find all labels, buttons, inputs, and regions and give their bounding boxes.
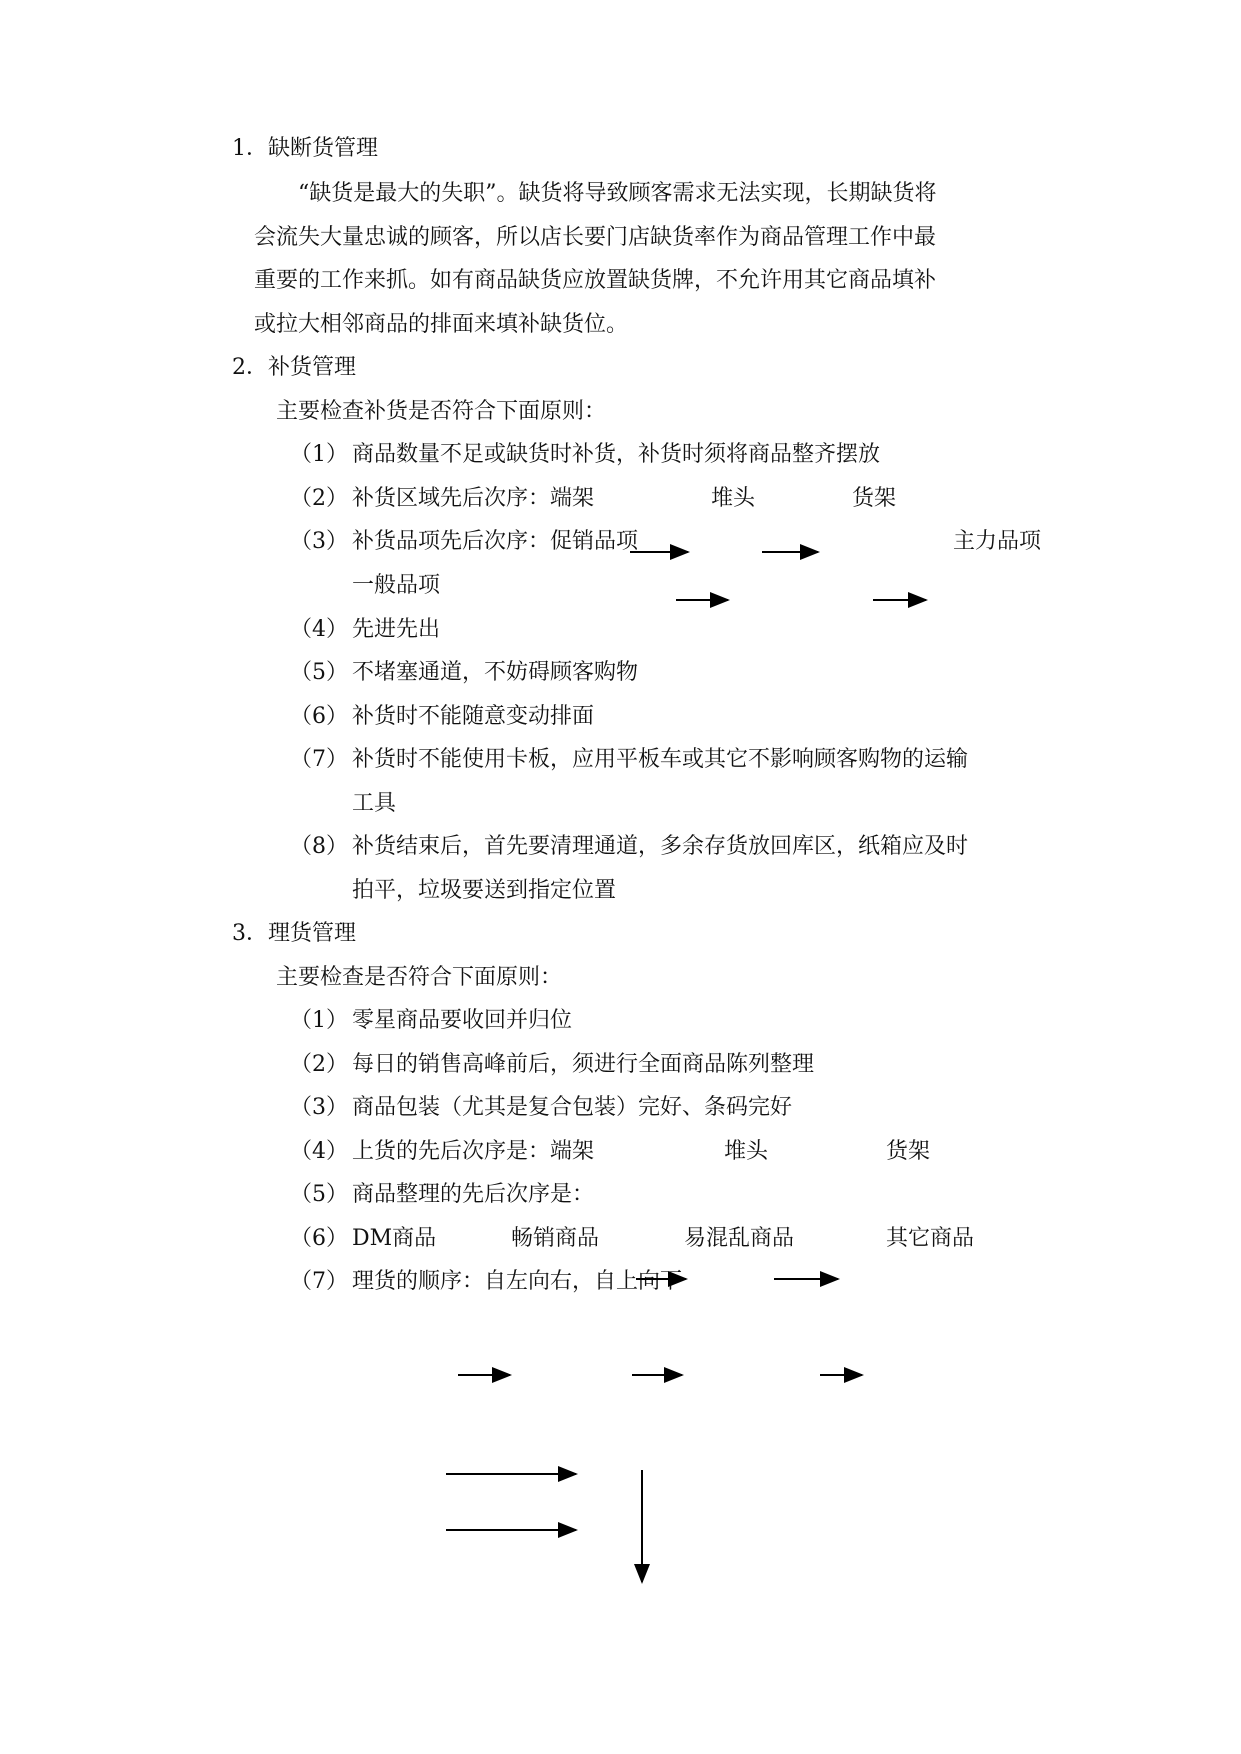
s3-item-6-flow-1: 畅销商品 [511,1226,600,1251]
s3-item-3-text: 商品包装（尤其是复合包装）完好、条码完好 [352,1095,793,1120]
s3-item-5-num: （5） [290,1182,348,1207]
s2-item-2-text: 补货区域先后次序：端架 [352,486,595,511]
s3-item-2-num: （2） [290,1052,348,1077]
s2-item-4-text: 先进先出 [352,617,441,642]
s3-item-1-num: （1） [290,1008,348,1033]
s3-item-3-num: （3） [290,1095,348,1120]
s2-item-7-cont: 工具 [352,791,397,816]
s2-item-3-num: （3） [290,529,348,554]
s3-item-7-num: （7） [290,1269,348,1294]
s3-item-4-num: （4） [290,1139,348,1164]
s2-item-3-text: 补货品项先后次序：促销品项 [352,529,639,554]
s2-item-6-text: 补货时不能随意变动排面 [352,704,595,729]
section-2-intro: 主要检查补货是否符合下面原则： [276,399,607,424]
s3-item-4-flow-2: 货架 [886,1139,931,1164]
section-3-intro: 主要检查是否符合下面原则： [276,965,563,990]
section-3-heading: 3．理货管理 [232,921,356,946]
section-1-para-line-2: 会流失大量忠诚的顾客，所以店长要门店缺货率作为商品管理工作中最 [254,225,937,250]
s2-item-1-num: （1） [290,442,348,467]
s2-item-2-flow-1: 堆头 [711,486,756,511]
s3-item-7-text: 理货的顺序：自左向右，自上向下 [352,1269,683,1294]
s2-item-7-text: 补货时不能使用卡板，应用平板车或其它不影响顾客购物的运输 [352,747,969,772]
s2-item-5-text: 不堵塞通道，不妨碍顾客购物 [352,660,639,685]
s3-item-6-num: （6） [290,1226,348,1251]
s2-item-1-text: 商品数量不足或缺货时补货，补货时须将商品整齐摆放 [352,442,881,467]
s3-item-5-text: 商品整理的先后次序是： [352,1182,595,1207]
section-1-para-line-3: 重要的工作来抓。如有商品缺货应放置缺货牌，不允许用其它商品填补 [254,268,937,293]
section-1-heading: 1．缺断货管理 [232,136,378,161]
s2-item-4-num: （4） [290,617,348,642]
section-1-para-line-1: “缺货是最大的失职”。缺货将导致顾客需求无法实现，长期缺货将 [298,181,937,206]
s2-item-8-text: 补货结束后，首先要清理通道，多余存货放回库区，纸箱应及时 [352,834,969,859]
s3-item-6-flow-3: 其它商品 [886,1226,975,1251]
s3-item-2-text: 每日的销售高峰前后，须进行全面商品陈列整理 [352,1052,815,1077]
s2-item-6-num: （6） [290,704,348,729]
s2-item-8-cont: 拍平，垃圾要送到指定位置 [352,878,617,903]
s2-item-5-num: （5） [290,660,348,685]
s3-item-6-flow-2: 易混乱商品 [684,1226,795,1251]
s2-item-2-flow-2: 货架 [852,486,897,511]
section-2-heading: 2．补货管理 [232,355,356,380]
s2-item-3-cont: 一般品项 [352,573,441,598]
s3-item-4-flow-1: 堆头 [724,1139,769,1164]
s3-item-1-text: 零星商品要收回并归位 [352,1008,573,1033]
s2-item-7-num: （7） [290,747,348,772]
s2-item-8-num: （8） [290,834,348,859]
section-1-para-line-4: 或拉大相邻商品的排面来填补缺货位。 [254,312,629,337]
s3-item-4-text: 上货的先后次序是：端架 [352,1139,595,1164]
s2-item-2-num: （2） [290,486,348,511]
s2-item-3-flow-1: 主力品项 [953,529,1042,554]
s3-item-6-text: DM商品 [352,1226,437,1251]
